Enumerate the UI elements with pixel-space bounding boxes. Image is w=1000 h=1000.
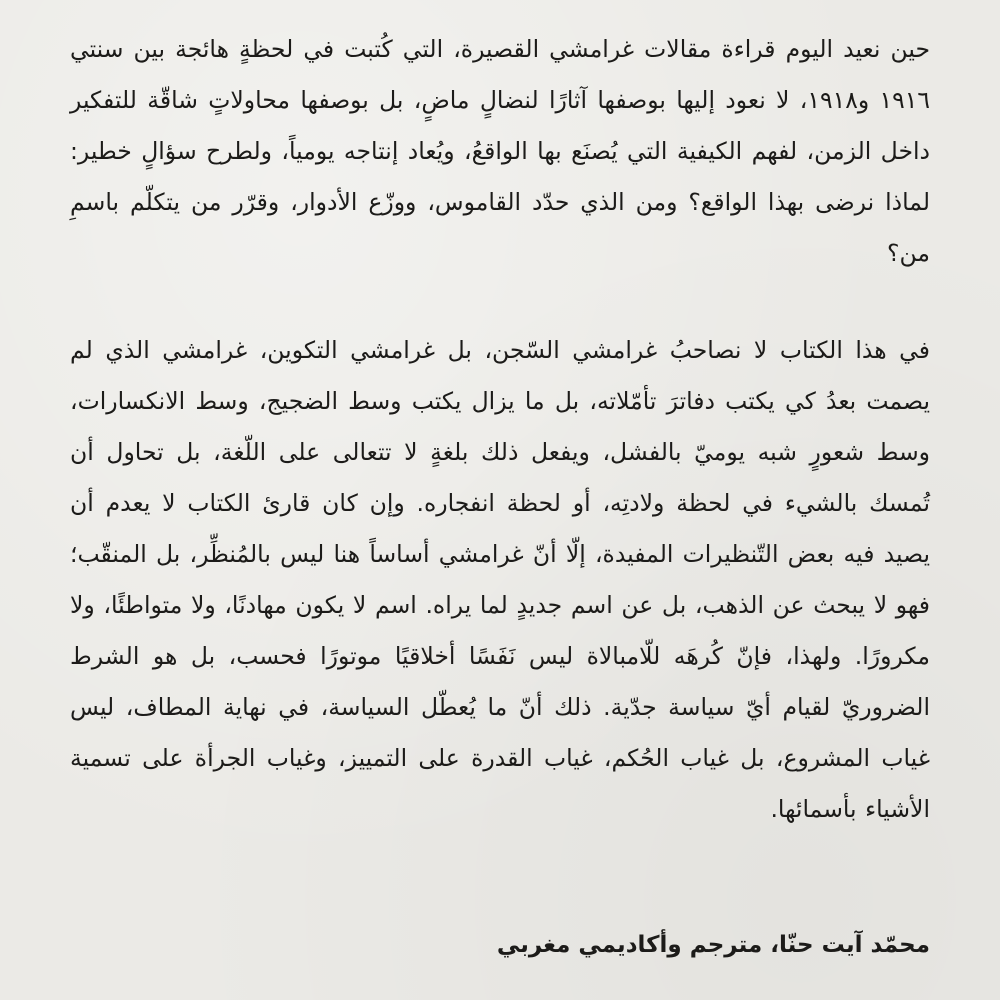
paragraph-1: حين نعيد اليوم قراءة مقالات غرامشي القصيرة، التي كُتبت في لحظةٍ هائجة بين سنتي ١٩١٦ و١٩١٨، لا نعود إليها بوصفها آثارًا لنضالٍ ماضٍ، بل بوصفها محاولاتٍ شاقّة للتفكير داخل الزمن، لفهم الكيفية التي يُصنَع بها الواقعُ، ويُعاد إنتاجه يومياً، ولطرح سؤالٍ خطير: لماذا نرضى بهذا الواقع؟ ومن الذي حدّد القاموس، ووزّع الأدوار، وقرّر من يتكلّم باسمِ من؟ — [70, 35, 930, 267]
paragraph-2: في هذا الكتاب لا نصاحبُ غرامشي السّجن، بل غرامشي التكوين، غرامشي الذي لم يصمت بعدُ كي يكتب دفاترَ تأمّلاته، بل ما يزال يكتب وسط الضجيج، وسط الانكسارات، وسط شعورٍ شبه يوميّ بالفشل، ويفعل ذلك بلغةٍ لا تتعالى على اللّغة، بل تحاول أن تُمسك بالشيء في لحظة ولادتِه، أو لحظة انفجاره. وإن كان قارئ الكتاب لا يعدم أن يصيد فيه بعض التّنظيرات المفيدة، إلّا أنّ غرامشي أساساً هنا ليس بالمُنظِّر، بل المنقّب؛ فهو لا يبحث عن الذهب، بل عن اسم جديدٍ لما يراه. اسم لا يكون مهادنًا، ولا متواطئًا، ولا مكرورًا. ولهذا، فإنّ كُرهَه للّامبالاة ليس نَفَسًا أخلاقيًا موتورًا فحسب، بل هو الشرط الضروريّ لقيام أيّ سياسة جدّية. ذلك أنّ ما يُعطّل السياسة، في نهاية المطاف، ليس غياب المشروع، بل غياب الحُكم، غياب القدرة على التمييز، وغياب الجرأة على تسمية الأشياء بأسمائها. — [70, 336, 930, 823]
author-signature: محمّد آيت حنّا، مترجم وأكاديمي مغربي — [496, 932, 930, 958]
